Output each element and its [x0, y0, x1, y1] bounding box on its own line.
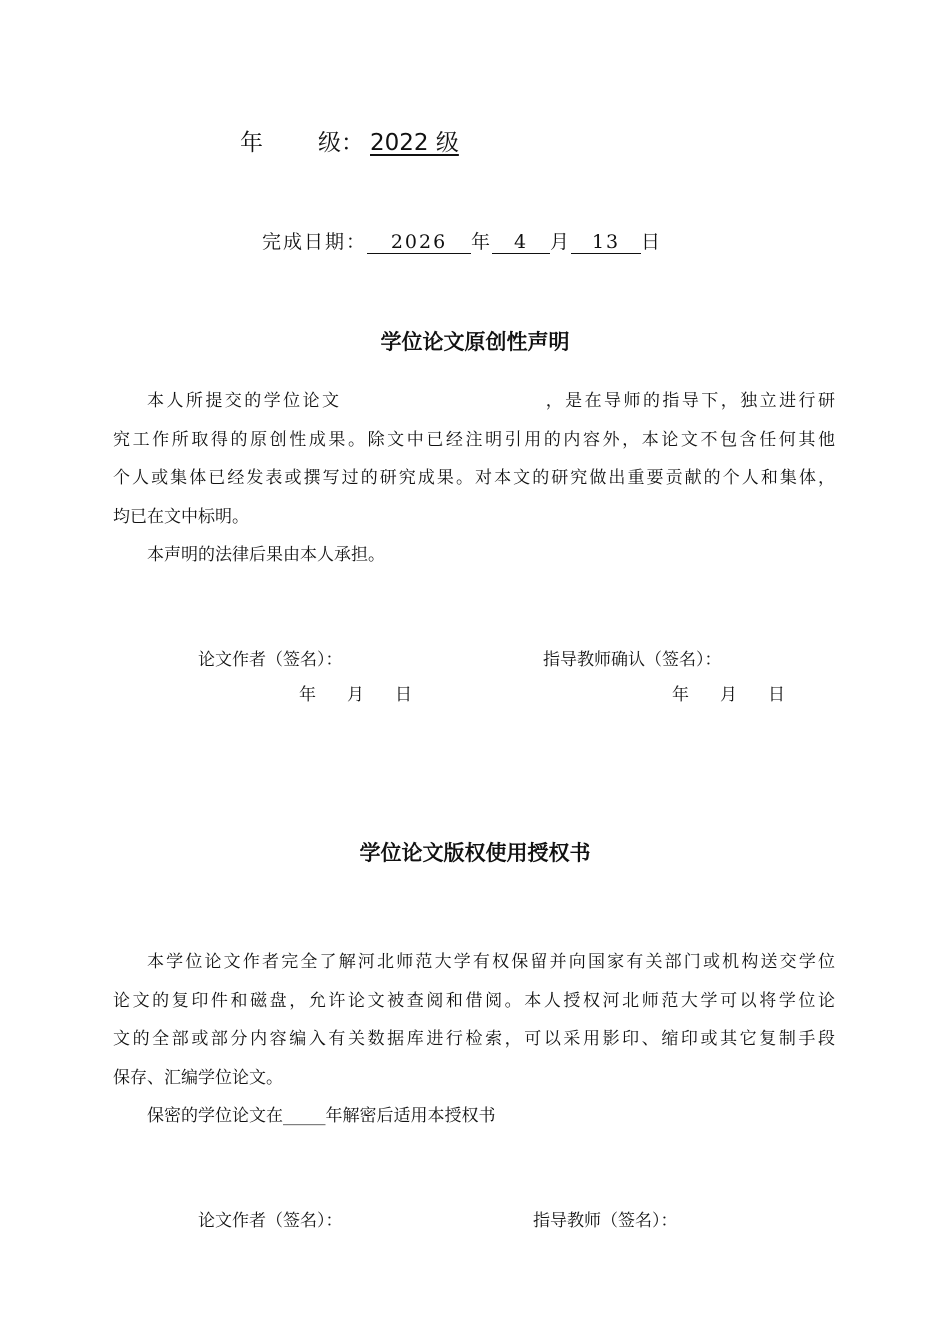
originality-statement: 本声明的法律后果由本人承担。: [147, 545, 385, 565]
copyright-line-2: 论文的复印件和磁盘，允许论文被查阅和借阅。本人授权河北师范大学可以将学位论: [113, 990, 835, 1011]
completion-day-unit: 日: [641, 231, 663, 253]
grade-label-year: 年: [240, 130, 263, 156]
originality-paragraph: [113, 382, 835, 575]
copyright-line-1: 本学位论文作者完全了解河北师范大学有权保留并向国家有关部门或机构送交学位: [147, 952, 835, 972]
originality-advisor-date: [672, 680, 816, 705]
copyright-line-4: 保存、汇编学位论文。: [113, 1067, 283, 1088]
originality-line-3: 个人或集体已经发表或撰写过的研究成果。对本文的研究做出重要贡献的个人和集体，: [113, 468, 835, 488]
copyright-line-3: 文的全部或部分内容编入有关数据库进行检索，可以采用影印、缩印或其它复制手段: [113, 1029, 835, 1049]
advisor-date-month: 月: [720, 685, 737, 705]
completion-month: 4: [492, 231, 550, 254]
advisor-date-year: 年: [672, 685, 689, 705]
grade-value: 2022 级: [370, 130, 459, 156]
completion-day: 13: [571, 231, 641, 254]
originality-author-signature: 论文作者（签名）：: [198, 650, 343, 670]
grade-field: [240, 124, 465, 157]
completion-year-unit: 年: [471, 231, 493, 253]
completion-date: [262, 227, 662, 254]
author-date-year: 年: [299, 685, 316, 705]
grade-label-level: 级：: [318, 130, 364, 156]
completion-date-label: 完成日期：: [262, 231, 368, 253]
originality-line-2: 究工作所取得的原创性成果。除文中已经注明引用的内容外，本论文不包含任何其他: [113, 429, 835, 450]
author-date-day: 日: [395, 685, 412, 705]
completion-year: 2026: [367, 231, 471, 254]
originality-title: 学位论文原创性声明: [380, 330, 570, 354]
originality-line-1: 本人所提交的学位论文 ，是在导师的指导下，独立进行研: [147, 391, 835, 411]
originality-line-4: 均已在文中标明。: [113, 506, 249, 527]
copyright-title: 学位论文版权使用授权书: [359, 841, 591, 865]
originality-author-date: [299, 680, 443, 705]
originality-advisor-signature: 指导教师确认（签名）：: [543, 650, 722, 670]
copyright-confidential-clause: 保密的学位论文在_____年解密后适用本授权书: [147, 1106, 496, 1126]
advisor-date-day: 日: [768, 685, 785, 705]
completion-month-unit: 月: [550, 231, 572, 253]
copyright-author-signature: 论文作者（签名）：: [198, 1211, 343, 1231]
copyright-advisor-signature: 指导教师（签名）：: [533, 1211, 678, 1231]
author-date-month: 月: [347, 685, 364, 705]
copyright-paragraph: [113, 943, 835, 1136]
